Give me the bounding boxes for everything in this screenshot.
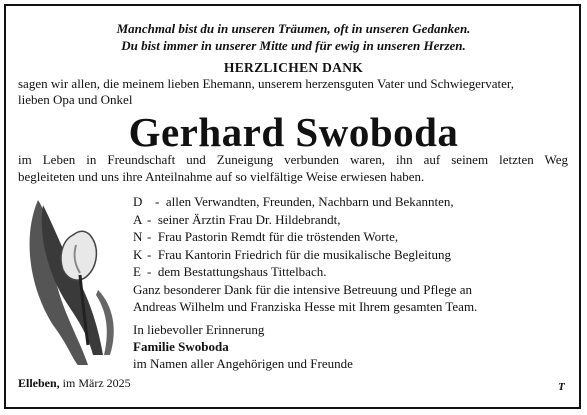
thanks-row-4: K - Frau Kantorin Friedrich für die musikalische Begleitung bbox=[133, 246, 451, 262]
thanks-row-3: N - Frau Pastorin Remdt für die tröstenden Worte, bbox=[133, 229, 399, 244]
acrostic-letter: K bbox=[133, 246, 143, 262]
family-signature: Familie Swoboda bbox=[133, 339, 229, 354]
motto-line-1: Manchmal bist du in unseren Träumen, oft in unseren Gedanken. bbox=[116, 21, 471, 36]
closing-line-1: In liebevoller Erinnerung bbox=[133, 322, 265, 337]
motto-line-2: Du bist immer in unserer Mitte und für ewig in unseren Herzen. bbox=[121, 38, 466, 53]
thanks-text: allen Verwandten, Freunden, Nachbarn und Bekannten, bbox=[165, 194, 454, 209]
special-thanks-line-1: Ganz besonderer Dank für die intensive Betreuung und Pflege an bbox=[133, 282, 472, 297]
thanks-row-2: A - seiner Ärztin Frau Dr. Hildebrandt, bbox=[133, 211, 341, 227]
intro-line-1: sagen wir allen, die meinem lieben Ehemann, unserem herzensguten Vater und Schwiegervater, bbox=[18, 76, 514, 91]
special-thanks-line-2: Andreas Wilhelm und Franziska Hesse mit Ihrem gesamten Team. bbox=[133, 299, 478, 314]
intro-line-2: lieben Opa und Onkel bbox=[18, 92, 133, 107]
acrostic-letter: D bbox=[133, 194, 143, 209]
calla-lily-illustration bbox=[18, 195, 128, 365]
thanks-text: Frau Kantorin Friedrich für die musikalische Begleitung bbox=[157, 246, 451, 262]
place: Elleben, bbox=[18, 376, 60, 390]
place-date bbox=[18, 376, 131, 391]
thanks-text: Frau Pastorin Remdt für die tröstenden Worte, bbox=[157, 229, 399, 244]
undertaker-logo: T bbox=[558, 381, 565, 393]
closing-line-3: im Namen aller Angehörigen und Freunde bbox=[133, 356, 353, 371]
thanks-text: seiner Ärztin Frau Dr. Hildebrandt, bbox=[157, 211, 341, 227]
date: im März 2025 bbox=[62, 376, 131, 390]
thanks-list bbox=[133, 193, 454, 281]
acrostic-letter: N bbox=[133, 229, 143, 244]
acrostic-letter: A bbox=[133, 211, 143, 227]
thanks-row-1: D - allen Verwandten, Freunden, Nachbarn und Bekannten, bbox=[133, 194, 454, 209]
acrostic-letter: E bbox=[133, 264, 141, 279]
body-line-2: begleiteten und uns ihre Anteilnahme auf so vielfältige Weise erwiesen haben. bbox=[18, 169, 425, 184]
thanks-row-5: E - dem Bestattungshaus Tittelbach. bbox=[133, 264, 327, 279]
thanks-text: dem Bestattungshaus Tittelbach. bbox=[157, 264, 327, 279]
body-line-1: im Leben in Freundschaft und Zuneigung verbunden waren, ihn auf seinem letzten Weg bbox=[18, 152, 568, 167]
deceased-name: Gerhard Swoboda bbox=[128, 109, 459, 155]
thanks-heading: HERZLICHEN DANK bbox=[223, 60, 364, 75]
